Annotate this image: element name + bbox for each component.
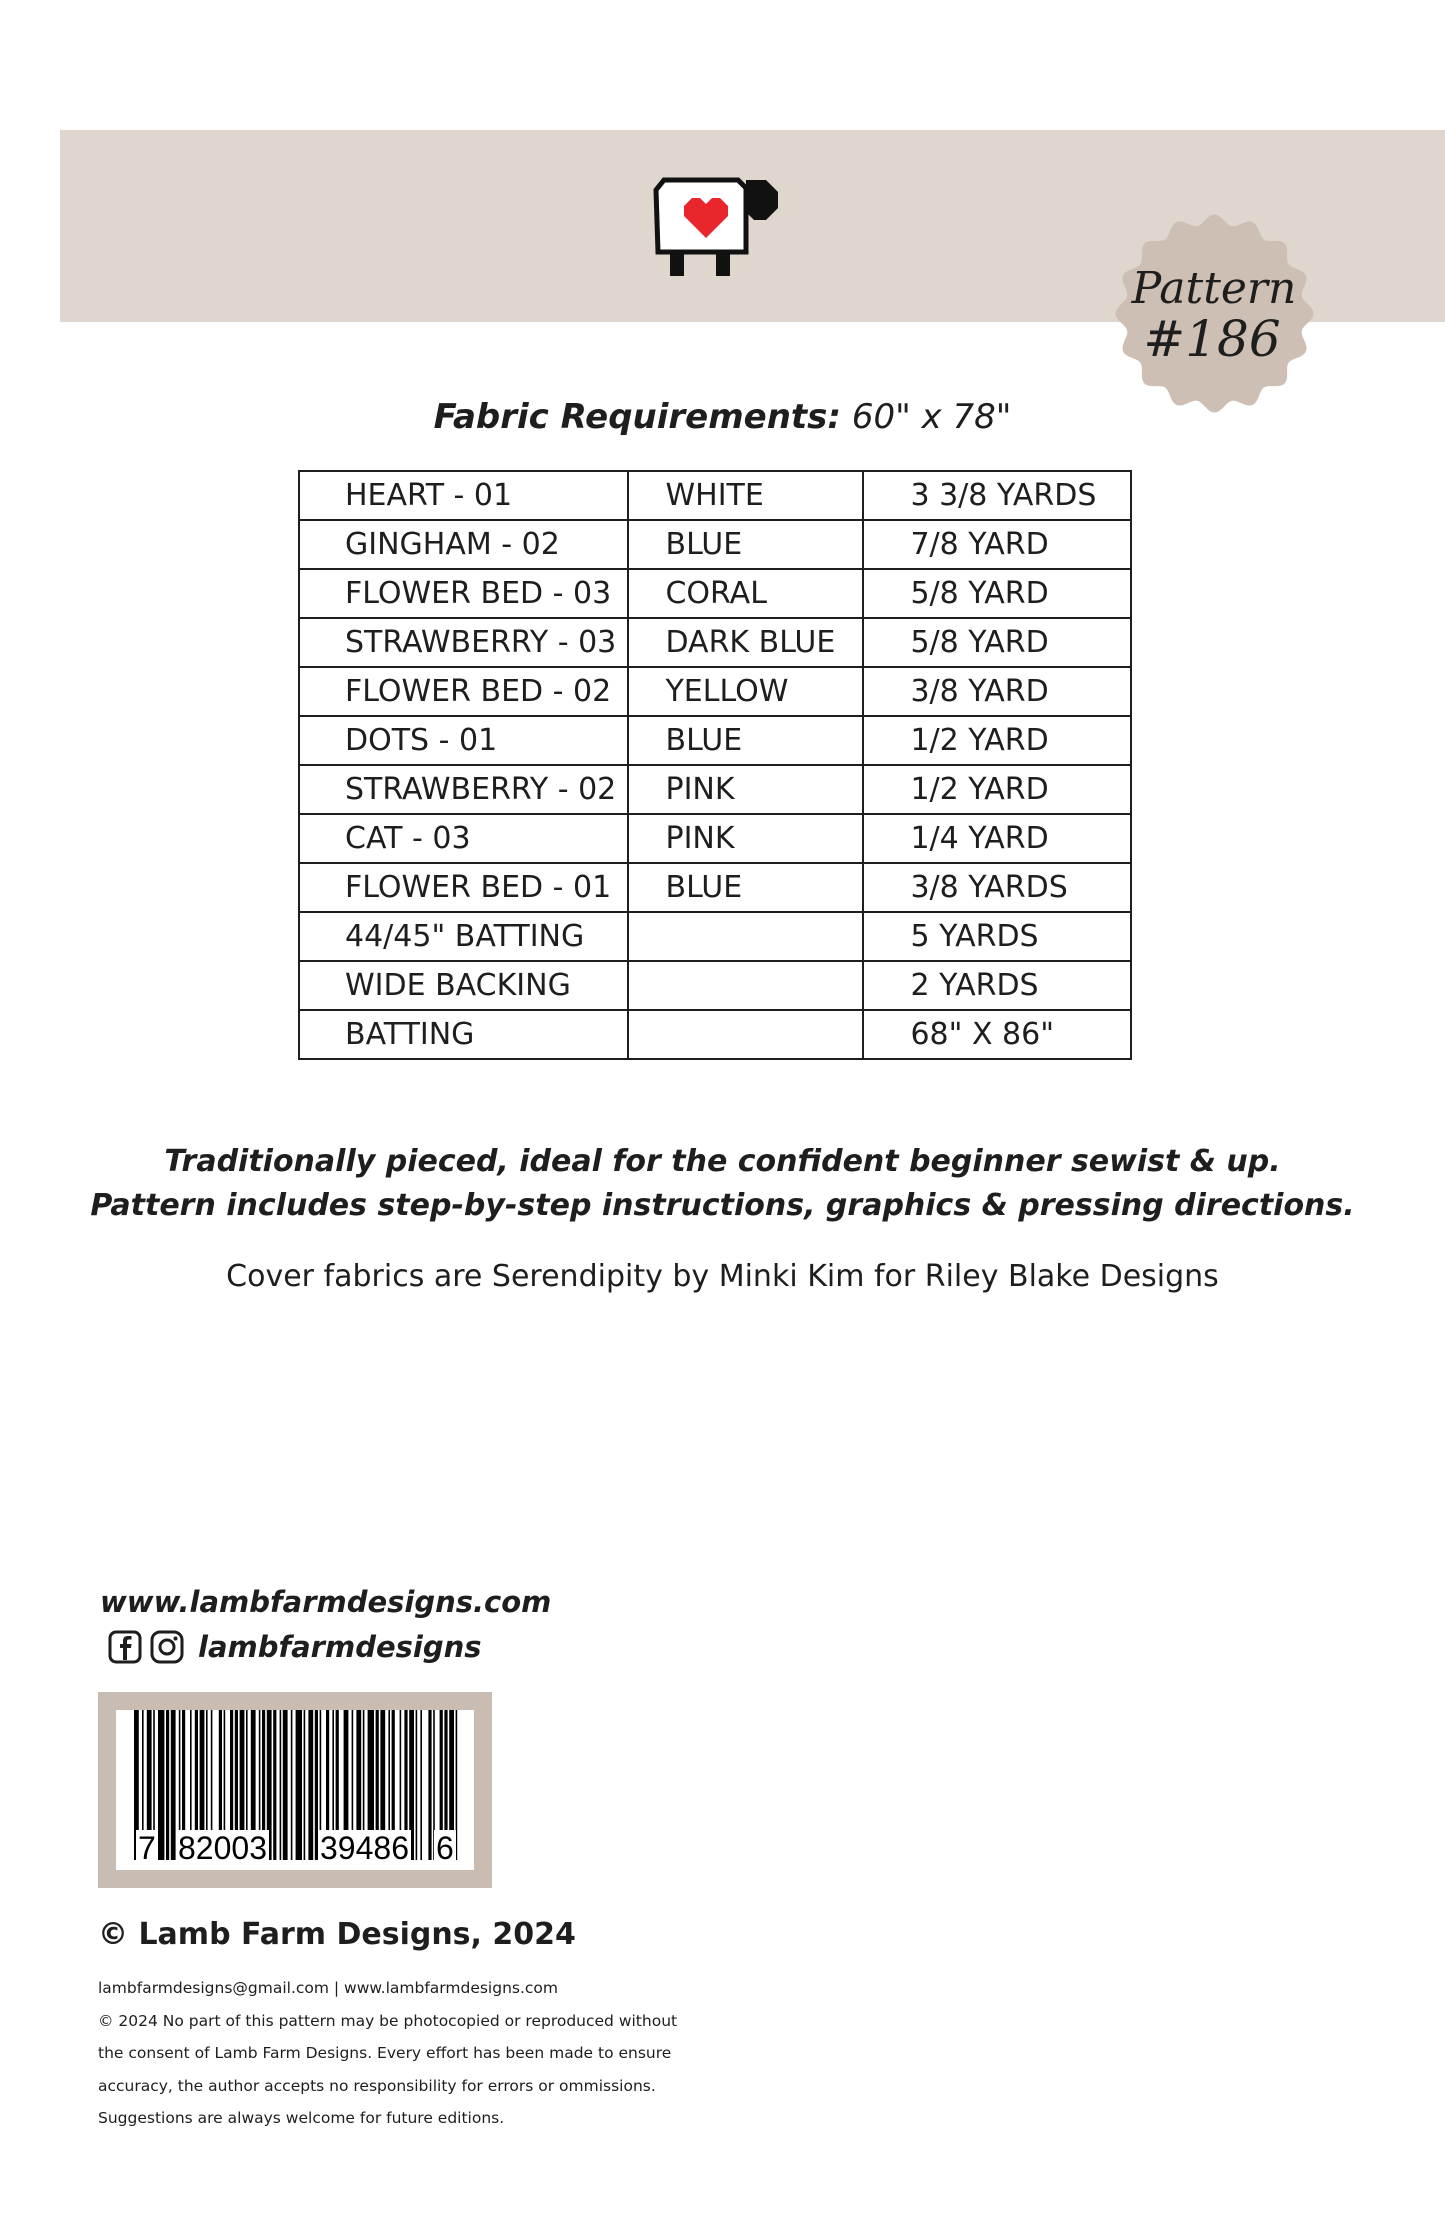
table-row bbox=[299, 863, 1131, 912]
fabric-amount-cell: 5 YARDS bbox=[863, 912, 1131, 961]
fabric-color-cell: DARK BLUE bbox=[628, 618, 863, 667]
barcode-bar bbox=[428, 1710, 431, 1860]
copyright-heading: © Lamb Farm Designs, 2024 bbox=[98, 1917, 576, 1952]
fabric-name-cell: 44/45" BATTING bbox=[299, 912, 628, 961]
fabric-amount-cell: 1/2 YARD bbox=[863, 765, 1131, 814]
fabric-table bbox=[298, 470, 1132, 1060]
fabric-color-cell: YELLOW bbox=[628, 667, 863, 716]
table-row bbox=[299, 569, 1131, 618]
tagline-line2: Pattern includes step-by-step instructions, graphics & pressing directions. bbox=[90, 1188, 1355, 1223]
fine-print-line: © 2024 No part of this pattern may be photocopied or reproduced without bbox=[98, 2011, 678, 2030]
cover-fabric-credits: Cover fabrics are Serendipity by Minki Kim for Riley Blake Designs bbox=[226, 1259, 1219, 1294]
fabric-amount-cell: 2 YARDS bbox=[863, 961, 1131, 1010]
table-row bbox=[299, 520, 1131, 569]
fabric-name-cell: STRAWBERRY - 02 bbox=[299, 765, 628, 814]
fabric-color-cell bbox=[628, 912, 863, 961]
barcode-bar bbox=[273, 1710, 276, 1860]
table-row bbox=[299, 765, 1131, 814]
barcode-bar bbox=[166, 1710, 169, 1860]
fabric-name-cell: DOTS - 01 bbox=[299, 716, 628, 765]
fabric-amount-cell: 68" X 86" bbox=[863, 1010, 1131, 1059]
instagram-icon[interactable] bbox=[150, 1630, 184, 1664]
fabric-color-cell: PINK bbox=[628, 814, 863, 863]
fabric-name-cell: STRAWBERRY - 03 bbox=[299, 618, 628, 667]
barcode-bar bbox=[296, 1710, 302, 1860]
table-row bbox=[299, 471, 1131, 520]
pattern-badge bbox=[1112, 211, 1317, 416]
table-row bbox=[299, 1010, 1131, 1059]
fabric-amount-cell: 1/2 YARD bbox=[863, 716, 1131, 765]
table-row bbox=[299, 912, 1131, 961]
website-link[interactable]: www.lambfarmdesigns.com bbox=[100, 1585, 552, 1619]
barcode-bar bbox=[304, 1710, 306, 1860]
fabric-amount-cell: 3 3/8 YARDS bbox=[863, 471, 1131, 520]
tagline-line1: Traditionally pieced, ideal for the confident beginner sewist & up. bbox=[164, 1144, 1281, 1179]
barcode-bar bbox=[158, 1710, 164, 1860]
fabric-color-cell: PINK bbox=[628, 765, 863, 814]
table-row bbox=[299, 961, 1131, 1010]
fine-print-line: the consent of Lamb Farm Designs. Every effort has been made to ensure bbox=[98, 2044, 672, 2062]
fabric-color-cell bbox=[628, 1010, 863, 1059]
barcode-bar bbox=[456, 1710, 458, 1860]
barcode bbox=[116, 1710, 474, 1870]
fabric-name-cell: WIDE BACKING bbox=[299, 961, 628, 1010]
fabric-title-size: 60" x 78" bbox=[851, 397, 1012, 437]
table-row bbox=[299, 716, 1131, 765]
table-row bbox=[299, 618, 1131, 667]
fabric-name-cell: FLOWER BED - 03 bbox=[299, 569, 628, 618]
barcode-bar bbox=[283, 1710, 288, 1860]
sheep-heart-icon bbox=[650, 176, 785, 280]
fabric-amount-cell: 7/8 YARD bbox=[863, 520, 1131, 569]
fabric-amount-cell: 5/8 YARD bbox=[863, 569, 1131, 618]
fabric-requirements-title bbox=[0, 395, 1445, 439]
facebook-icon[interactable] bbox=[108, 1630, 142, 1664]
social-handle[interactable]: lambfarmdesigns bbox=[198, 1630, 482, 1664]
fabric-name-cell: FLOWER BED - 02 bbox=[299, 667, 628, 716]
fabric-amount-cell: 5/8 YARD bbox=[863, 618, 1131, 667]
fabric-name-cell: GINGHAM - 02 bbox=[299, 520, 628, 569]
table-row bbox=[299, 814, 1131, 863]
fine-print-line: Suggestions are always welcome for future editions. bbox=[98, 2109, 505, 2127]
fabric-color-cell: BLUE bbox=[628, 716, 863, 765]
fine-print bbox=[98, 1972, 738, 2135]
social-row bbox=[108, 1627, 482, 1667]
badge-line2: #186 bbox=[1143, 310, 1281, 368]
barcode-digit-check: 6 bbox=[436, 1830, 454, 1866]
barcode-bar bbox=[280, 1710, 282, 1860]
fabric-color-cell: CORAL bbox=[628, 569, 863, 618]
barcode-frame bbox=[98, 1692, 492, 1888]
fabric-amount-cell: 1/4 YARD bbox=[863, 814, 1131, 863]
fabric-color-cell: BLUE bbox=[628, 520, 863, 569]
barcode-bar bbox=[416, 1710, 418, 1860]
barcode-bar bbox=[420, 1710, 422, 1860]
barcode-digits-left: 82003 bbox=[178, 1830, 267, 1866]
fabric-name-cell: CAT - 03 bbox=[299, 814, 628, 863]
fabric-amount-cell: 3/8 YARD bbox=[863, 667, 1131, 716]
barcode-bar bbox=[171, 1710, 176, 1860]
fine-print-line: lambfarmdesigns@gmail.com | www.lambfarmdesigns.com bbox=[98, 1979, 559, 1997]
fabric-color-cell: WHITE bbox=[628, 471, 863, 520]
badge-line1: Pattern bbox=[1131, 263, 1297, 314]
table-row bbox=[299, 667, 1131, 716]
fabric-name-cell: FLOWER BED - 01 bbox=[299, 863, 628, 912]
fabric-name-cell: HEART - 01 bbox=[299, 471, 628, 520]
fabric-color-cell bbox=[628, 961, 863, 1010]
fabric-color-cell: BLUE bbox=[628, 863, 863, 912]
fabric-name-cell: BATTING bbox=[299, 1010, 628, 1059]
fabric-title-label: Fabric Requirements: bbox=[433, 397, 841, 437]
fabric-amount-cell: 3/8 YARDS bbox=[863, 863, 1131, 912]
barcode-bars bbox=[116, 1710, 474, 1870]
fine-print-line: accuracy, the author accepts no responsibility for errors or ommissions. bbox=[98, 2076, 656, 2095]
barcode-digits-right: 39486 bbox=[320, 1830, 409, 1866]
barcode-digit-lead: 7 bbox=[138, 1830, 156, 1866]
barcode-bar bbox=[291, 1710, 293, 1860]
barcode-bar bbox=[308, 1710, 313, 1860]
